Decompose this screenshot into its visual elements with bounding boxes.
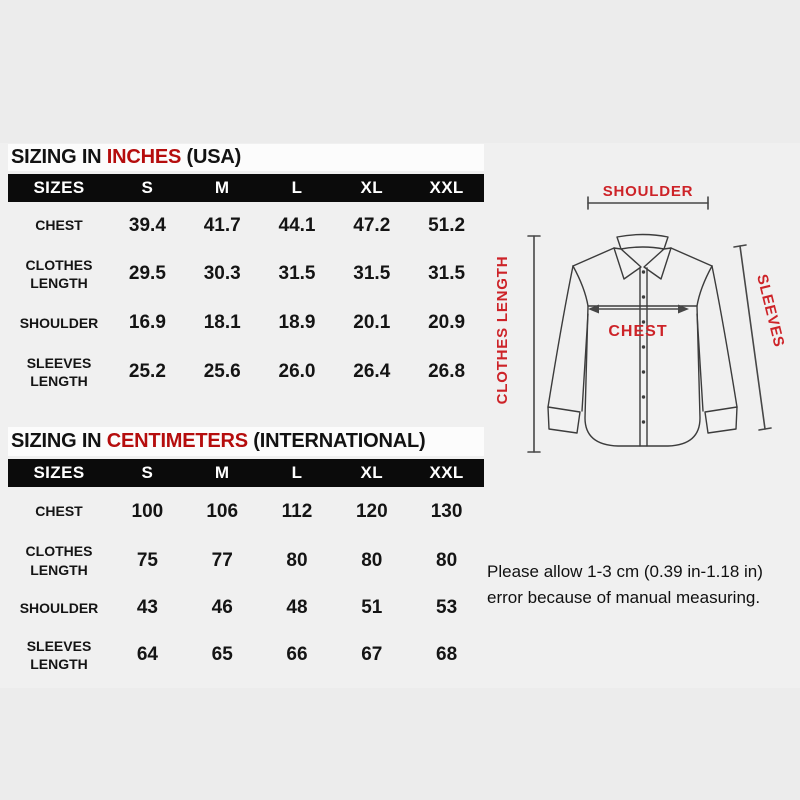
cell-value: 46 [211, 597, 233, 618]
row-label: CHEST [35, 217, 83, 234]
header-cell-xxl: XXL [429, 178, 464, 197]
shirt-collar-flap-right [644, 248, 671, 279]
table-row-clothes-length [8, 249, 484, 299]
cell-value: 106 [206, 500, 239, 522]
cell-value: 67 [361, 644, 383, 665]
cell-value: 41.7 [203, 214, 241, 236]
table-row-shoulder [8, 299, 484, 347]
cell-value: 26.0 [278, 361, 316, 382]
header-cell-xl: XL [360, 178, 384, 197]
row-label: SHOULDER [19, 314, 99, 331]
measuring-error-note [487, 559, 800, 611]
cell-value: 51.2 [428, 214, 466, 236]
shirt-measurement-diagram [480, 160, 800, 480]
sleeves-measure-label: SLEEVES [753, 272, 788, 350]
cell-value: 25.2 [128, 361, 166, 382]
cell-value: 112 [281, 500, 313, 522]
cell-value: 75 [136, 549, 158, 571]
header-cell-l: L [291, 463, 303, 482]
title-suffix: (INTERNATIONAL) [247, 430, 426, 452]
shirt-sleeve-left [548, 266, 573, 407]
header-cell-xxl: XXL [429, 463, 464, 482]
cell-value: 53 [436, 597, 458, 618]
row-label: SLEEVES LENGTH [26, 637, 92, 672]
inches-table-title [8, 144, 484, 171]
header-cell-sizes: SIZES [33, 178, 85, 197]
cell-value: 100 [131, 500, 164, 522]
table-row-chest [8, 202, 484, 249]
cell-value: 68 [436, 644, 458, 665]
cell-value: 29.5 [128, 263, 166, 284]
centimeters-table-title [8, 427, 484, 456]
header-cell-m: M [214, 463, 230, 482]
cell-value: 31.5 [353, 263, 391, 284]
title-prefix: SIZING IN [11, 146, 107, 168]
header-cell-s: S [141, 463, 154, 482]
centimeters-table-header-row [8, 459, 484, 487]
inches-size-table [8, 144, 484, 397]
chest-measure-label: CHEST [608, 323, 668, 340]
clothes-length-measure-line [528, 236, 540, 452]
cell-value: 120 [355, 500, 388, 522]
cell-value: 16.9 [128, 312, 166, 333]
centimeters-size-table [8, 427, 484, 679]
cell-value: 26.4 [353, 361, 391, 382]
title-prefix: SIZING IN [11, 430, 107, 452]
header-cell-m: M [214, 178, 230, 197]
cell-value: 48 [286, 597, 308, 618]
row-label: CLOTHES LENGTH [25, 256, 93, 291]
table-row-shoulder [8, 585, 484, 631]
note-line-2: error because of manual measuring. [487, 588, 761, 607]
cell-value: 39.4 [128, 214, 166, 236]
table-row-sleeves-length [8, 347, 484, 397]
row-label: CLOTHES LENGTH [25, 543, 93, 578]
cell-value: 77 [211, 549, 233, 571]
cell-value: 25.6 [203, 361, 241, 382]
cell-value: 18.1 [203, 312, 241, 333]
cell-value: 80 [436, 549, 458, 571]
cell-value: 18.9 [278, 312, 316, 333]
cell-value: 51 [361, 597, 383, 618]
cell-value: 20.1 [353, 312, 391, 333]
header-cell-s: S [141, 178, 154, 197]
cell-value: 66 [286, 644, 308, 665]
cell-value: 44.1 [278, 214, 316, 236]
clothes-length-measure-label: CLOTHES LENGTH [494, 255, 511, 405]
cell-value: 20.9 [428, 312, 466, 333]
cell-value: 80 [361, 549, 383, 571]
shirt-shoulder-right [671, 248, 712, 266]
shoulder-measure-label: SHOULDER [602, 183, 694, 200]
shirt-shoulder-left [573, 248, 614, 266]
shirt-outline [548, 235, 737, 447]
table-row-sleeves-length [8, 631, 484, 679]
title-suffix: (USA) [181, 146, 242, 168]
shirt-armhole-left [573, 266, 588, 306]
note-line-1: Please allow 1-3 cm (0.39 in-1.18 in) [487, 562, 763, 581]
table-row-clothes-length [8, 536, 484, 585]
inches-table-header-row [8, 174, 484, 202]
shirt-cuff-right [705, 407, 737, 433]
cell-value: 31.5 [428, 263, 466, 284]
cell-value: 47.2 [353, 214, 391, 236]
header-cell-xl: XL [360, 463, 384, 482]
row-label: SHOULDER [19, 599, 99, 616]
shirt-collar-flap-left [614, 248, 641, 279]
row-label: SLEEVES LENGTH [26, 354, 92, 389]
header-cell-l: L [291, 178, 303, 197]
cell-value: 26.8 [428, 361, 466, 382]
cell-value: 43 [136, 597, 158, 618]
row-label: CHEST [35, 503, 83, 520]
title-unit: CENTIMETERS [106, 430, 248, 452]
table-row-chest [8, 487, 484, 536]
shirt-collar-band [617, 235, 668, 250]
cell-value: 31.5 [278, 263, 316, 284]
cell-value: 30.3 [203, 263, 241, 284]
cell-value: 64 [136, 644, 158, 665]
title-unit: INCHES [106, 146, 182, 168]
header-cell-sizes: SIZES [33, 463, 85, 482]
cell-value: 80 [286, 549, 308, 571]
cell-value: 65 [211, 644, 233, 665]
shirt-armhole-right [697, 266, 712, 306]
shirt-cuff-left [548, 407, 580, 433]
shirt-sleeve-right [712, 266, 737, 407]
cell-value: 130 [430, 500, 463, 522]
